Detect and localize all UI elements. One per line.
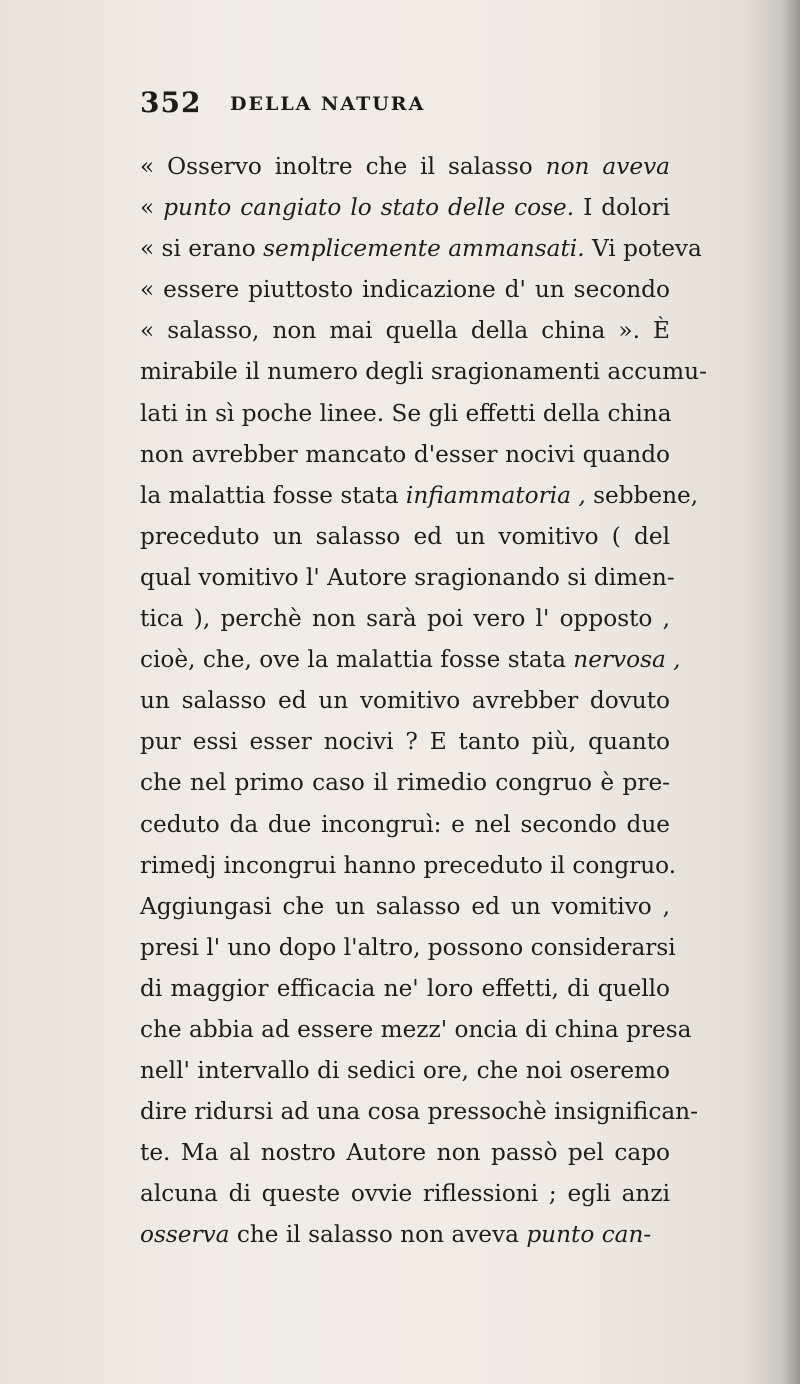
italic-run: nervosa , bbox=[573, 646, 681, 674]
text-run: mirabile il numero degli sragionamenti accumu- bbox=[140, 358, 707, 386]
text-run: « salasso, non mai quella della china ». È bbox=[140, 317, 670, 345]
text-run: « Osservo inoltre che il salasso bbox=[140, 153, 546, 180]
text-line bbox=[140, 1214, 670, 1255]
text-line bbox=[140, 310, 670, 351]
text-run: lati in sì poche linee. Se gli effetti della china bbox=[140, 399, 672, 427]
text-run: non avrebber mancato d'esser nocivi quando bbox=[140, 440, 670, 468]
text-line bbox=[140, 434, 670, 475]
running-head: DELLA NATURA bbox=[230, 93, 426, 115]
text-line bbox=[140, 1009, 692, 1050]
page-edge-shadow bbox=[782, 0, 800, 1384]
text-run: sebbene, bbox=[585, 481, 699, 509]
italic-run: punto cangiato lo stato delle cose. bbox=[163, 194, 575, 222]
text-line bbox=[140, 475, 699, 516]
text-run: che abbia ad essere mezz' oncia di china presa bbox=[140, 1015, 692, 1043]
text-line bbox=[140, 680, 670, 721]
text-line bbox=[140, 228, 702, 269]
text-line bbox=[140, 804, 670, 845]
text-run: Aggiungasi che un salasso ed un vomitivo , bbox=[140, 892, 670, 920]
text-run: ceduto da due incongruì: e nel secondo due bbox=[140, 810, 670, 838]
text-run: preceduto un salasso ed un vomitivo ( del bbox=[140, 522, 670, 550]
text-line bbox=[140, 269, 670, 310]
text-line bbox=[140, 639, 681, 680]
text-line bbox=[140, 516, 670, 557]
text-line bbox=[140, 393, 670, 434]
text-run: un salasso ed un vomitivo avrebber dovuto bbox=[140, 687, 670, 715]
text-run: pur essi esser nocivi ? E tanto più, quanto bbox=[140, 728, 670, 756]
text-run: « si erano bbox=[140, 235, 264, 263]
italic-run: semplicemente ammansati. bbox=[263, 235, 585, 263]
text-line bbox=[140, 598, 670, 639]
text-run: che nel primo caso il rimedio congruo è pre- bbox=[140, 769, 670, 797]
text-run: qual vomitivo l' Autore sragionando si dimen- bbox=[140, 563, 675, 591]
text-line bbox=[140, 187, 670, 228]
text-run: tica ), perchè non sarà poi vero l' opposto , bbox=[140, 605, 670, 633]
text-line bbox=[140, 146, 670, 187]
text-run: alcuna di queste ovvie riflessioni ; egli anzi bbox=[140, 1180, 670, 1208]
text-line bbox=[140, 1050, 670, 1091]
italic-run: punto can- bbox=[526, 1221, 652, 1249]
text-run: « bbox=[140, 194, 164, 222]
page-number: 352 bbox=[140, 86, 202, 119]
italic-run: infiammatoria , bbox=[405, 481, 586, 509]
text-line bbox=[140, 351, 707, 392]
text-line bbox=[140, 845, 677, 886]
text-run: che il salasso non aveva bbox=[229, 1221, 527, 1249]
text-line bbox=[140, 886, 670, 927]
text-line bbox=[140, 968, 670, 1009]
text-line bbox=[140, 1173, 670, 1214]
text-run: nell' intervallo di sedici ore, che noi oseremo bbox=[140, 1057, 670, 1085]
text-run: te. Ma al nostro Autore non passò pel capo bbox=[140, 1139, 670, 1167]
text-line bbox=[140, 721, 670, 762]
italic-run: osserva bbox=[140, 1221, 230, 1249]
text-run: Vi poteva bbox=[584, 235, 702, 263]
text-run: la malattia fosse stata bbox=[140, 481, 406, 509]
text-run: dire ridursi ad una cosa pressochè insignifican- bbox=[140, 1098, 698, 1126]
page-header bbox=[140, 86, 640, 126]
text-line bbox=[140, 927, 676, 968]
text-run: di maggior efficacia ne' loro effetti, di quello bbox=[140, 974, 670, 1002]
text-run: « essere piuttosto indicazione d' un secondo bbox=[140, 276, 670, 304]
text-run: rimedj incongrui hanno preceduto il congruo. bbox=[140, 851, 677, 879]
body-text bbox=[140, 146, 707, 1256]
text-run: cioè, che, ove la malattia fosse stata bbox=[140, 646, 574, 674]
text-line bbox=[140, 1091, 698, 1132]
italic-run: non aveva bbox=[545, 153, 670, 180]
text-line bbox=[140, 1132, 670, 1173]
text-line bbox=[140, 762, 670, 803]
text-run: I dolori bbox=[574, 194, 670, 222]
text-run: presi l' uno dopo l'altro, possono considerarsi bbox=[140, 933, 676, 961]
text-line bbox=[140, 557, 675, 598]
